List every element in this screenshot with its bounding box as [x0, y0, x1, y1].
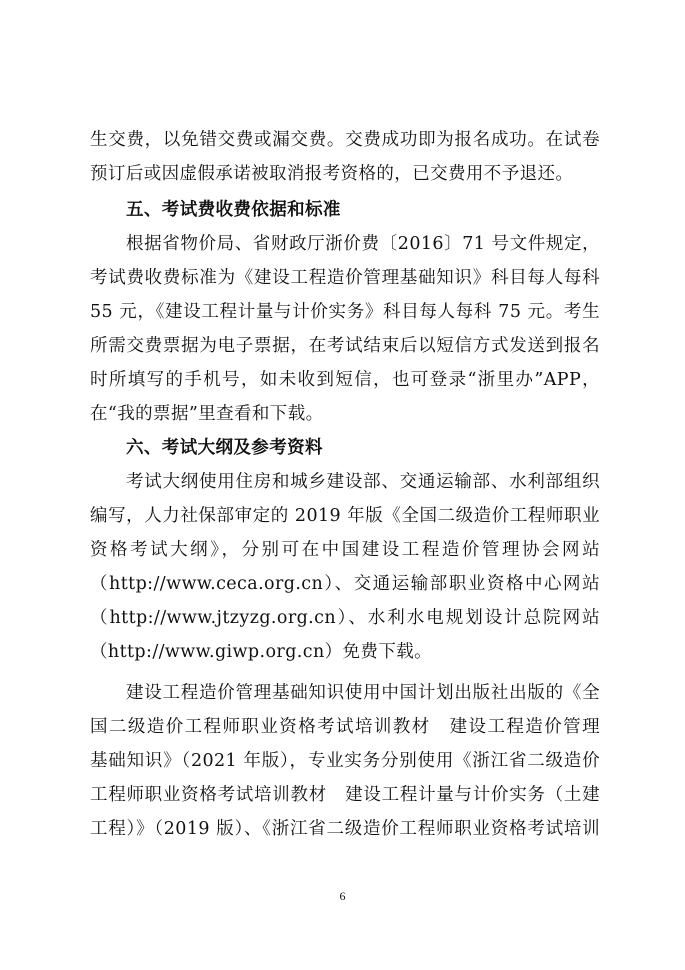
- paragraph-line: （http://www.ceca.org.cn）、交通运输部职业资格中心网站: [90, 574, 600, 594]
- paragraph-line: 工程师职业资格考试培训教材 建设工程计量与计价实务（土建: [90, 785, 600, 805]
- paragraph-line: 所需交费票据为电子票据，在考试结束后以短信方式发送到报名: [90, 336, 600, 356]
- paragraph-line: 资格考试大纲》，分别可在中国建设工程造价管理协会网站: [90, 540, 600, 560]
- paragraph-line: 时所填写的手机号，如未收到短信，也可登录“浙里办”APP，: [90, 370, 600, 390]
- section-heading: 六、考试大纲及参考资料: [126, 438, 323, 458]
- paragraph-line: 国二级造价工程师职业资格考试培训教材 建设工程造价管理: [90, 717, 600, 737]
- paragraph-line: 建设工程造价管理基础知识使用中国计划出版社出版的《全: [126, 683, 600, 703]
- paragraph-line: 工程）》（2019 版）、《浙江省二级造价工程师职业资格考试培训: [90, 819, 600, 839]
- paragraph-line: （http://www.giwp.org.cn）免费下载。: [90, 642, 433, 662]
- paragraph-line: 基础知识》（2021 年版），专业实务分别使用《浙江省二级造价: [90, 751, 600, 771]
- paragraph-line: 编写，人力社保部审定的 2019 年版《全国二级造价工程师职业: [90, 506, 600, 526]
- paragraph-line: 55 元，《建设工程计量与计价实务》科目每人每科 75 元。考生: [90, 302, 600, 322]
- paragraph-line: （http://www.jtzyzg.org.cn）、水利水电规划设计总院网站: [90, 608, 600, 628]
- paragraph-line: 在“我的票据”里查看和下载。: [90, 404, 324, 424]
- section-heading: 五、考试费收费依据和标准: [126, 200, 341, 220]
- paragraph-line: 生交费，以免错交费或漏交费。交费成功即为报名成功。在试卷: [90, 130, 600, 150]
- paragraph-line: 预订后或因虚假承诺被取消报考资格的，已交费用不予退还。: [90, 164, 574, 184]
- paragraph-line: 考试大纲使用住房和城乡建设部、交通运输部、水利部组织: [126, 472, 600, 492]
- page-number: 6: [339, 889, 346, 903]
- paragraph-line: 考试费收费标准为《建设工程造价管理基础知识》科目每人每科: [90, 268, 600, 288]
- paragraph-line: 根据省物价局、省财政厅浙价费〔2016〕71 号文件规定，: [126, 234, 600, 254]
